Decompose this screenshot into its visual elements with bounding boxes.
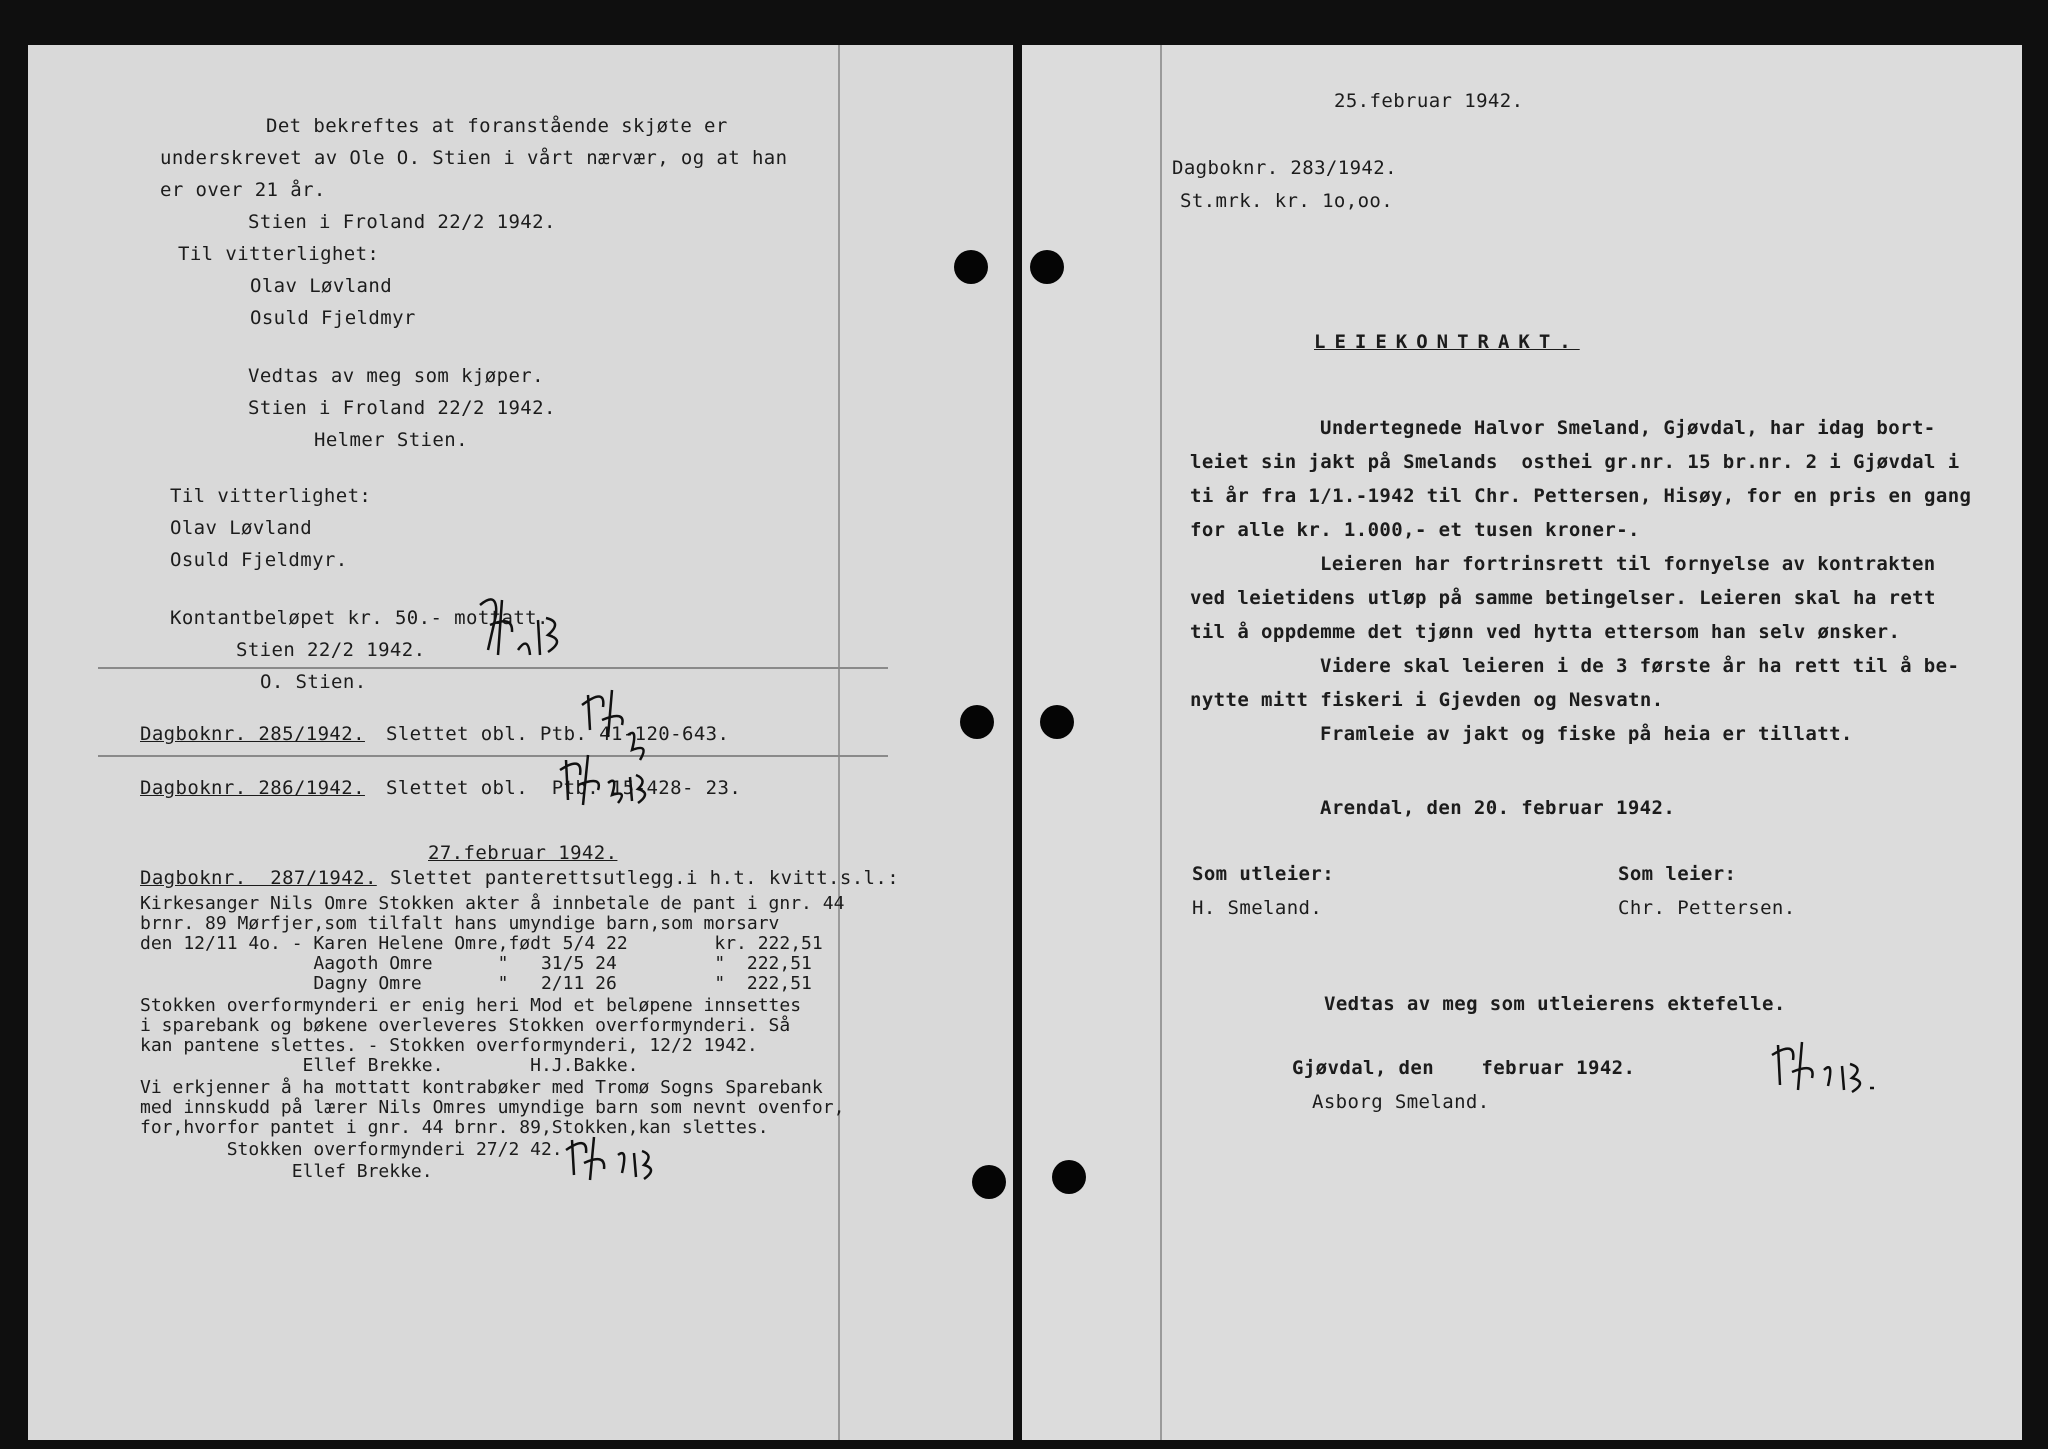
body-line: Kirkesanger Nils Omre Stokken akter å innbetale de pant i gnr. 44	[140, 893, 845, 914]
witness-name: Olav Løvland	[250, 275, 393, 297]
contract-line: Framleie av jakt og fiske på heia er tillatt.	[1320, 723, 1853, 745]
journal-number: Dagboknr. 287/1942.	[140, 867, 377, 889]
margin-rule	[838, 45, 840, 1440]
contract-line: Undertegnede Halvor Smeland, Gjøvdal, har idag bort-	[1320, 417, 1936, 439]
contract-line: ti år fra 1/1.-1942 til Chr. Pettersen, Hisøy, for en pris en gang	[1190, 485, 1972, 507]
witness-heading: Til vitterlighet:	[170, 485, 372, 507]
witness-name: Osuld Fjeldmyr	[250, 307, 416, 329]
body-line: Ellef Brekke.	[140, 1161, 433, 1182]
lessor-label: Som utleier:	[1192, 863, 1335, 885]
divider	[98, 755, 888, 757]
body-line: for,hvorfor pantet i gnr. 44 brnr. 89,Stokken,kan slettes.	[140, 1117, 769, 1138]
right-page	[1022, 45, 2022, 1440]
lessor-name: H. Smeland.	[1192, 897, 1323, 919]
journal-number: Dagboknr. 285/1942.	[140, 723, 365, 745]
contract-line: Leieren har fortrinsrett til fornyelse av kontrakten	[1320, 553, 1936, 575]
body-line: brnr. 89 Mørfjer,som tilfalt hans umyndige barn,som morsarv	[140, 913, 780, 934]
body-line: Aagoth Omre " 31/5 24 " 222,51	[140, 953, 812, 974]
body-line: Stokken overformynderi er enig heri Mod et beløpene innsettes	[140, 995, 802, 1016]
contract-line: for alle kr. 1.000,- et tusen kroner-.	[1190, 519, 1640, 541]
buyer-name: Helmer Stien.	[314, 429, 468, 451]
contract-line: Videre skal leieren i de 3 første år ha rett til å be-	[1320, 655, 1960, 677]
journal-text: Slettet obl. Ptb. 15-428- 23.	[386, 777, 742, 799]
punch-hole	[1030, 250, 1064, 284]
spouse-accept: Vedtas av meg som utleierens ektefelle.	[1324, 993, 1786, 1015]
place-date: Arendal, den 20. februar 1942.	[1320, 797, 1676, 819]
attest-line: er over 21 år.	[160, 179, 326, 201]
body-line: Dagny Omre " 2/11 26 " 222,51	[140, 973, 812, 994]
seller-name: O. Stien.	[260, 671, 367, 693]
witness-name: Olav Løvland	[170, 517, 313, 539]
document-date: 25.februar 1942.	[1334, 90, 1524, 112]
body-line: i sparebank og bøkene overleveres Stokken overformynderi. Så	[140, 1015, 791, 1036]
contract-line: leiet sin jakt på Smelands osthei gr.nr. 15 br.nr. 2 i Gjøvdal i	[1190, 451, 1960, 473]
lessee-name: Chr. Pettersen.	[1618, 897, 1796, 919]
spouse-place-date: Gjøvdal, den februar 1942.	[1292, 1057, 1636, 1079]
punch-hole	[1040, 705, 1074, 739]
body-line: den 12/11 4o. - Karen Helene Omre,født 5/4 22 kr. 222,51	[140, 933, 823, 954]
attest-line: Det bekreftes at foranstående skjøte er	[266, 115, 728, 137]
punch-hole	[954, 250, 988, 284]
date-header: 27.februar 1942.	[428, 842, 618, 864]
document-title: LEIEKONTRAKT.	[1314, 331, 1580, 353]
journal-text: Slettet obl. Ptb. 41-120-643.	[386, 723, 730, 745]
left-page	[28, 45, 1013, 1440]
contract-line: nytte mitt fiskeri i Gjevden og Nesvatn.	[1190, 689, 1664, 711]
body-line: kan pantene slettes. - Stokken overformynderi, 12/2 1942.	[140, 1035, 758, 1056]
lessee-label: Som leier:	[1618, 863, 1737, 885]
contract-line: til å oppdemme det tjønn ved hytta ettersom han selv ønsker.	[1190, 621, 1901, 643]
body-line: Stokken overformynderi 27/2 42.	[140, 1139, 563, 1160]
initials-signature	[468, 580, 608, 670]
punch-hole	[960, 705, 994, 739]
cash-received: Kontantbeløpet kr. 50.- mottatt.	[170, 607, 549, 629]
place-date: Stien i Froland 22/2 1942.	[248, 211, 556, 233]
initials-signature	[558, 1125, 678, 1195]
initials-signature	[568, 675, 678, 765]
journal-number: Dagboknr. 283/1942.	[1172, 157, 1397, 179]
journal-number: Dagboknr. 286/1942.	[140, 777, 365, 799]
attest-line: underskrevet av Ole O. Stien i vårt nærvær, og at han	[160, 147, 788, 169]
body-line: med innskudd på lærer Nils Omres umyndige barn som nevnt ovenfor,	[140, 1097, 845, 1118]
place-date: Stien i Froland 22/2 1942.	[248, 397, 556, 419]
margin-rule	[1160, 45, 1162, 1440]
initials-signature	[1762, 1030, 1882, 1110]
body-line: Vi erkjenner å ha mottatt kontrabøker med Tromø Sogns Sparebank	[140, 1077, 823, 1098]
witness-heading: Til vitterlighet:	[178, 243, 380, 265]
stamp-fee: St.mrk. kr. 1o,oo.	[1180, 190, 1394, 212]
punch-hole	[1052, 1160, 1086, 1194]
spouse-name: Asborg Smeland.	[1312, 1091, 1490, 1113]
journal-text: Slettet panterettsutlegg.i h.t. kvitt.s.l.:	[390, 867, 900, 889]
punch-hole	[972, 1165, 1006, 1199]
contract-line: ved leietidens utløp på samme betingelser. Leieren skal ha rett	[1190, 587, 1936, 609]
place-date: Stien 22/2 1942.	[236, 639, 426, 661]
body-line: Ellef Brekke. H.J.Bakke.	[140, 1055, 639, 1076]
accepted-line: Vedtas av meg som kjøper.	[248, 365, 544, 387]
witness-name: Osuld Fjeldmyr.	[170, 549, 348, 571]
